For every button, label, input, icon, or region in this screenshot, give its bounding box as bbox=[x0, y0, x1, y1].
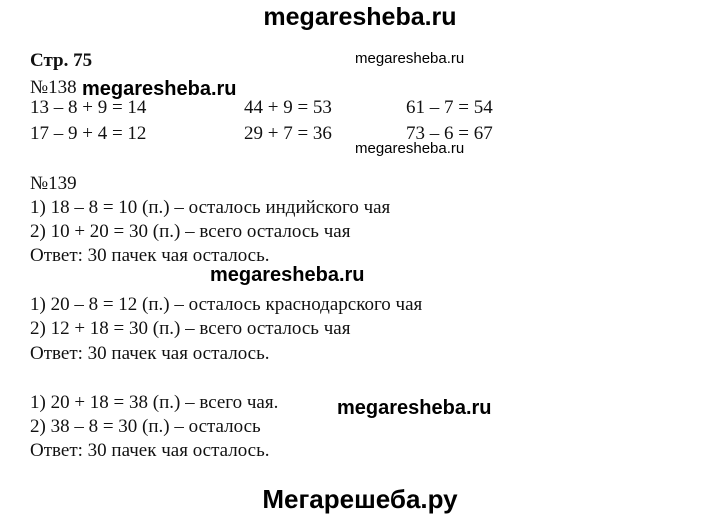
solution-1-step-2: 2) 10 + 20 = 30 (п.) – всего осталось чая bbox=[30, 221, 351, 242]
solution-3-answer: Ответ: 30 пачек чая осталось. bbox=[30, 440, 270, 461]
watermark-small-2: megaresheba.ru bbox=[355, 140, 465, 157]
task-138-expression: 17 – 9 + 4 = 12 bbox=[30, 123, 147, 144]
solution-2-step-1: 1) 20 – 8 = 12 (п.) – осталось краснодарского чая bbox=[30, 294, 423, 315]
watermark-mid: megaresheba.ru bbox=[210, 264, 365, 286]
watermark-top: megaresheba.ru bbox=[263, 3, 457, 31]
solution-2-step-2: 2) 12 + 18 = 30 (п.) – всего осталось чая bbox=[30, 318, 351, 339]
solution-1-answer: Ответ: 30 пачек чая осталось. bbox=[30, 245, 270, 266]
task-138-expression: 73 – 6 = 67 bbox=[406, 123, 493, 144]
solution-3-step-1: 1) 20 + 18 = 38 (п.) – всего чая. bbox=[30, 392, 279, 413]
task-138-expression: 13 – 8 + 9 = 14 bbox=[30, 97, 147, 118]
page-label: Стр. 75 bbox=[30, 50, 93, 71]
solution-1-step-1: 1) 18 – 8 = 10 (п.) – осталось индийского чая bbox=[30, 197, 391, 218]
task-138-number: №138 bbox=[30, 77, 77, 98]
watermark-inline: megaresheba.ru bbox=[82, 78, 237, 100]
watermark-bottom: Мегарешеба.ру bbox=[262, 484, 458, 514]
watermark-small-1: megaresheba.ru bbox=[355, 50, 465, 67]
task-139-number: №139 bbox=[30, 173, 77, 194]
task-138-expression: 44 + 9 = 53 bbox=[244, 97, 332, 118]
solution-2-answer: Ответ: 30 пачек чая осталось. bbox=[30, 343, 270, 364]
solution-3-step-2: 2) 38 – 8 = 30 (п.) – осталось bbox=[30, 416, 261, 437]
watermark-right: megaresheba.ru bbox=[337, 397, 492, 419]
task-138-expression: 61 – 7 = 54 bbox=[406, 97, 493, 118]
task-138-expression: 29 + 7 = 36 bbox=[244, 123, 332, 144]
